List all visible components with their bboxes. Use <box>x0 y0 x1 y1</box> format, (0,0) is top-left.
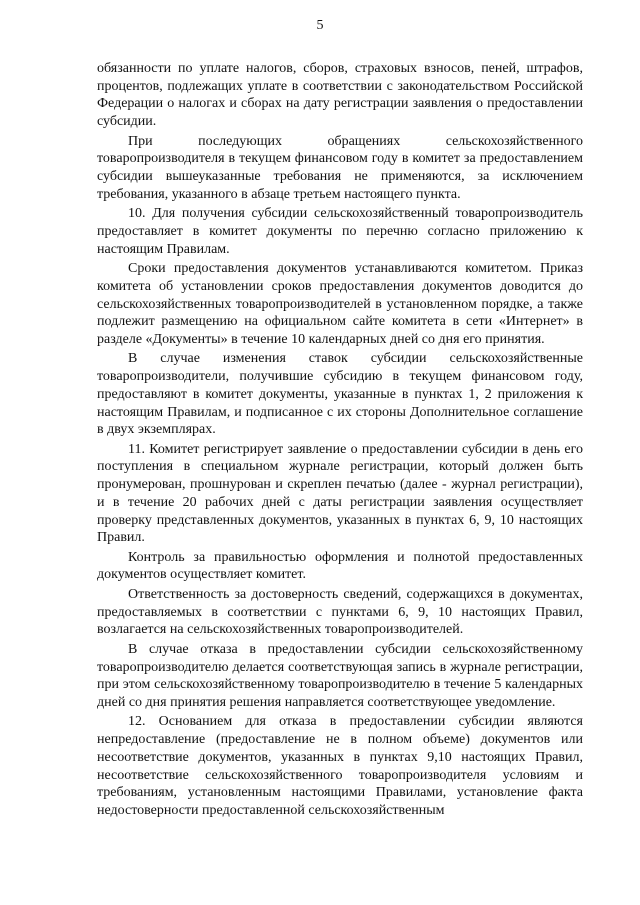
paragraph-10: 12. Основанием для отказа в предоставлении субсидии являются непредоставление (предоставление не в полном объеме) документов или несоответствие документов, указанных в пунктах 9,10 настоящих Правил, несоответствие сельскохозяйственного товаропроизводителя условиям и требованиям, установленным настоящими Правилами, установление факта недостоверности предоставленной сельскохозяйственным <box>97 714 583 818</box>
paragraph-2: При последующих обращениях сельскохозяйственного товаропроизводителя в текущем финансовом году в комитет за предоставлением субсидии вышеуказанные требования не применяются, за исключением требования, указанного в абзаце третьем настоящего пункта. <box>97 133 583 202</box>
paragraph-3: 10. Для получения субсидии сельскохозяйственный товаропроизводитель предоставляет в комитет документы по перечню согласно приложению к настоящим Правилам. <box>97 206 583 257</box>
paragraph-4: Сроки предоставления документов устанавливаются комитетом. Приказ комитета об установлении сроков предоставления документов доводится до сельскохозяйственных товаропроизводителей в установленном порядке, а также подлежит размещению на официальном сайте комитета в сети «Интернет» в разделе «Документы» в течение 10 календарных дней со дня его принятия. <box>97 261 583 347</box>
paragraph-7: Контроль за правильностью оформления и полнотой предоставленных документов осуществляет комитет. <box>97 549 583 583</box>
page-number: 5 <box>316 18 324 33</box>
paragraph-6: 11. Комитет регистрирует заявление о предоставлении субсидии в день его поступления в специальном журнале регистрации, который должен быть пронумерован, прошнурован и скреплен печатью (далее - журнал регистрации), и в течение 20 рабочих дней с даты регистрации заявления осуществляет проверку представленных документов, указанных в пунктах 6, 9, 10 настоящих Правил. <box>97 441 583 546</box>
paragraph-5: В случае изменения ставок субсидии сельскохозяйственные товаропроизводители, получившие субсидию в текущем финансовом году, предоставляют в комитет документы, указанные в пунктах 1, 2 приложения к настоящим Правилам, и подписанное с их стороны Дополнительное соглашение в двух экземплярах. <box>97 351 583 438</box>
paragraph-8: Ответственность за достоверность сведений, содержащихся в документах, предоставляемых в соответствии с пунктами 6, 9, 10 настоящих Правил, возлагается на сельскохозяйственных товаропроизводителей. <box>97 586 583 638</box>
document-body <box>97 60 583 822</box>
paragraph-9: В случае отказа в предоставлении субсидии сельскохозяйственному товаропроизводителю делается соответствующая запись в журнале регистрации, при этом сельскохозяйственному товаропроизводителю в течение 5 календарных дней со дня принятия решения направляется соответствующее уведомление. <box>97 641 583 710</box>
paragraph-1: обязанности по уплате налогов, сборов, страховых взносов, пеней, штрафов, процентов, подлежащих уплате в соответствии с законодательством Российской Федерации о налогах и сборах на дату регистрации заявления о предоставлении субсидии. <box>97 61 583 130</box>
